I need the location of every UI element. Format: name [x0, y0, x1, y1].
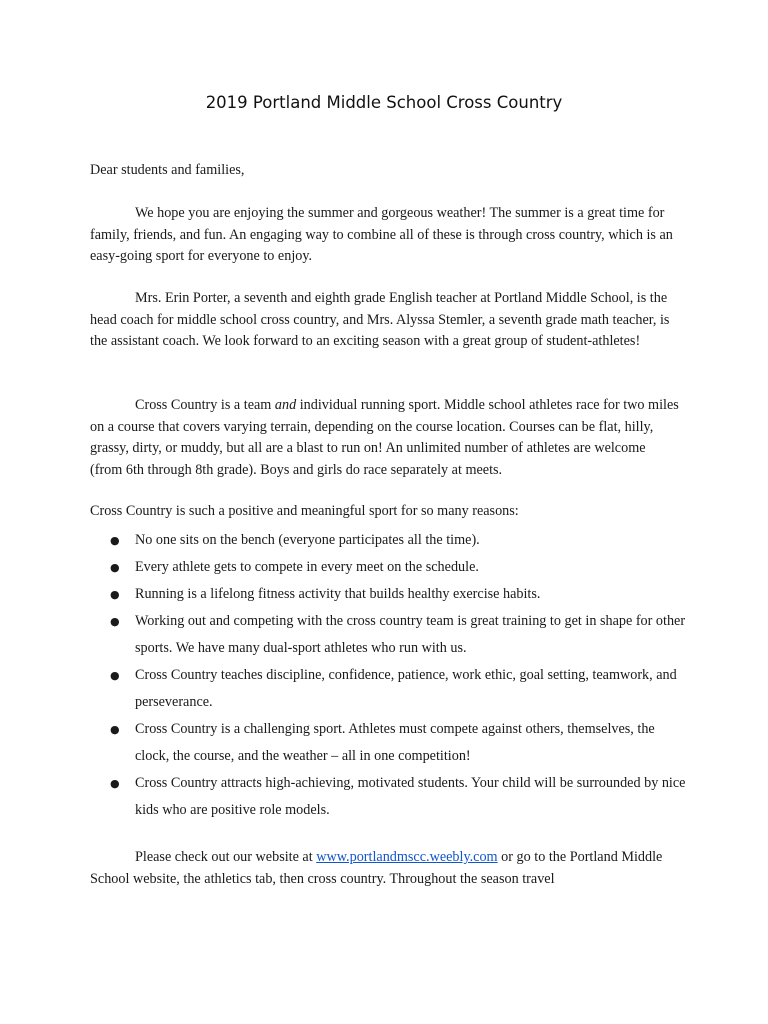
reason-text: Cross Country is a challenging sport. Athletes must compete against others, themselves, the clock, the course, and the weather – all in one competition!	[135, 721, 655, 764]
document-title: 2019 Portland Middle School Cross Country	[205, 93, 563, 112]
bullet-icon: ●	[110, 561, 120, 574]
sport-description-text-start: Cross Country is a team	[135, 397, 275, 413]
emphasis-and: and	[274, 397, 297, 413]
website-text-end: or go to the Portland Middle School website, the athletics tab, then cross country. Throughout the season travel	[90, 849, 663, 887]
bullet-icon: ●	[110, 669, 120, 682]
reason-text: Cross Country teaches discipline, confidence, patience, work ethic, goal setting, teamwork, and perseverance.	[135, 667, 677, 710]
reason-item	[90, 527, 690, 554]
reason-item	[90, 662, 690, 716]
bullet-icon: ●	[110, 723, 120, 736]
website-link[interactable]: www.portlandmscc.weebly.com	[316, 849, 498, 865]
bullet-icon: ●	[110, 534, 120, 547]
reason-item	[90, 608, 690, 662]
reason-text: Every athlete gets to compete in every meet on the schedule.	[135, 559, 479, 575]
website-text-start: Please check out our website at	[135, 849, 317, 865]
reason-item	[90, 554, 690, 581]
paragraph-sport-description	[90, 395, 680, 481]
reason-text: Working out and competing with the cross country team is great training to get in shape for other sports. We have many dual-sport athletes who run with us.	[135, 613, 686, 656]
paragraph-website	[90, 847, 680, 890]
reason-item	[90, 581, 690, 608]
reason-text: Running is a lifelong fitness activity that builds healthy exercise habits.	[135, 586, 541, 602]
reason-text: Cross Country attracts high-achieving, motivated students. Your child will be surrounded by nice kids who are positive role models.	[135, 775, 686, 818]
reasons-intro: Cross Country is such a positive and meaningful sport for so many reasons:	[90, 503, 519, 519]
bullet-icon: ●	[110, 588, 120, 601]
reasons-list	[90, 527, 690, 824]
bullet-icon: ●	[110, 615, 120, 628]
reason-item	[90, 770, 690, 824]
salutation: Dear students and families,	[90, 162, 245, 178]
paragraph-coaches: Mrs. Erin Porter, a seventh and eighth grade English teacher at Portland Middle School, is the head coach for middle school cross country, and Mrs. Alyssa Stemler, a seventh grade math teacher, is the assistant coach. We look forward to an exciting season with a great group of student-athletes!	[90, 290, 670, 349]
reason-item	[90, 716, 690, 770]
reason-text: No one sits on the bench (everyone participates all the time).	[135, 532, 480, 548]
paragraph-welcome: We hope you are enjoying the summer and gorgeous weather! The summer is a great time for family, friends, and fun. An engaging way to combine all of these is through cross country, which is an easy-going sport for everyone to enjoy.	[90, 205, 673, 264]
sport-description-text-end: individual running sport. Middle school athletes race for two miles on a course that covers varying terrain, depending on the course location. Courses can be flat, hilly, grassy, dirty, or muddy, but all are a blast to run on! An unlimited number of athletes are welcome (from 6th through 8th grade). Boys and girls do race separately at meets.	[90, 397, 679, 478]
bullet-icon: ●	[110, 777, 120, 790]
